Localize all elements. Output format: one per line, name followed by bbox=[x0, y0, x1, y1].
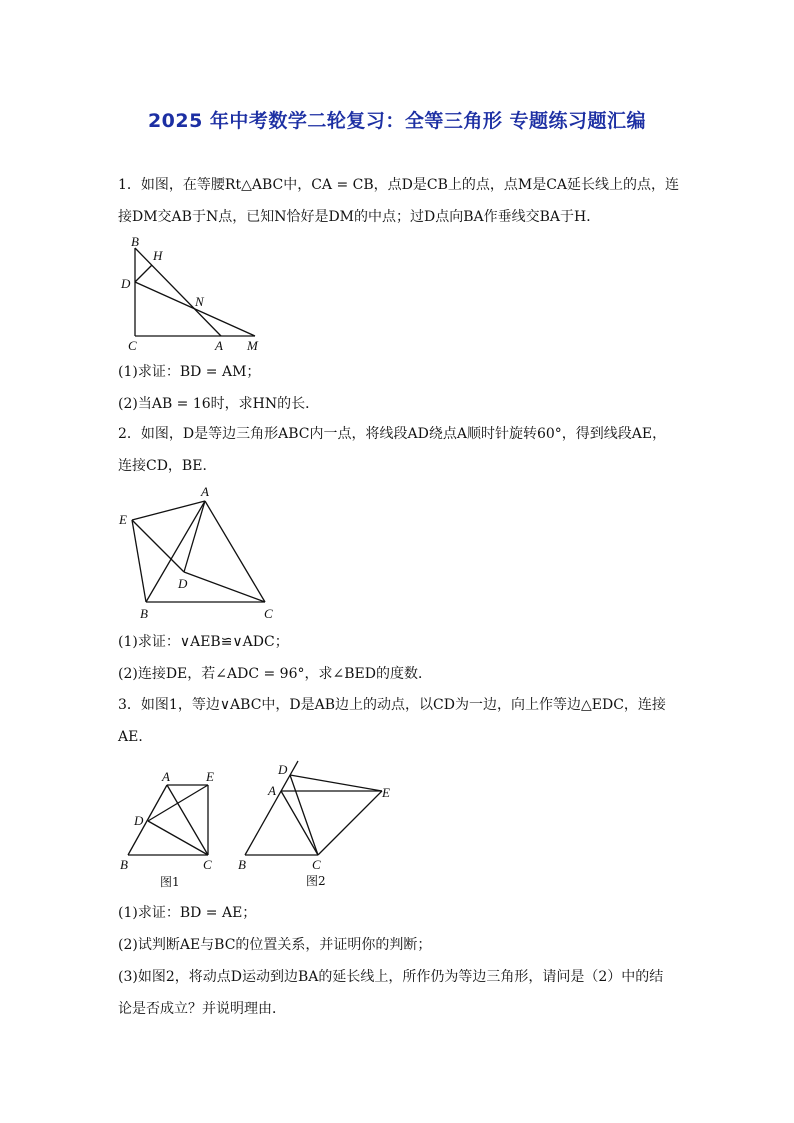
figure-1-caption: 图1 bbox=[160, 875, 180, 889]
problem-3-stem-line-1: 3．如图1，等边∨ABC中，D是AB边上的动点，以CD为一边，向上作等边△EDC，连接 bbox=[118, 697, 666, 713]
problem-3-part-2: (2)试判断AE与BC的位置关系，并证明你的判断； bbox=[118, 937, 432, 953]
label-D: D bbox=[178, 576, 188, 591]
segment-AC bbox=[205, 501, 265, 602]
label-D: D bbox=[278, 762, 288, 777]
label-H: H bbox=[153, 248, 163, 263]
segment-AD bbox=[184, 501, 205, 572]
problem-3-part-3-line-2: 论是否成立？并说明理由． bbox=[118, 1001, 286, 1017]
problem-2-part-2: (2)连接DE，若∠ADC = 96°，求∠BED的度数． bbox=[118, 666, 432, 682]
problem-2-stem-line-2: 连接CD，BE． bbox=[118, 458, 217, 474]
label-B: B bbox=[131, 234, 139, 249]
label-E: E bbox=[119, 512, 127, 527]
problem-1-part-1: (1)求证：BD = AM； bbox=[118, 364, 261, 380]
segment-DC bbox=[184, 572, 265, 602]
label-E: E bbox=[382, 785, 390, 800]
segment-DE bbox=[290, 775, 382, 791]
problem-2-figure bbox=[112, 480, 287, 625]
label-B: B bbox=[120, 857, 128, 872]
label-D: D bbox=[134, 813, 144, 828]
segment-DM bbox=[135, 282, 255, 336]
problem-3-part-1: (1)求证：BD = AE； bbox=[118, 905, 257, 921]
problem-1-stem-line-2: 接DM交AB于N点，已知N恰好是DM的中点；过D点向BA作垂线交BA于H． bbox=[118, 209, 601, 225]
segment-AE bbox=[132, 501, 205, 520]
label-B: B bbox=[140, 606, 148, 621]
problem-3-stem-line-2: AE． bbox=[118, 729, 153, 745]
label-A: A bbox=[201, 484, 209, 499]
label-C: C bbox=[264, 606, 273, 621]
label-E: E bbox=[206, 769, 214, 784]
label-A: A bbox=[162, 769, 170, 784]
label-C: C bbox=[128, 338, 137, 353]
figure-2-caption: 图2 bbox=[306, 874, 326, 888]
problem-1-stem-line-1: 1．如图，在等腰Rt△ABC中，CA = CB，点D是CB上的点，点M是CA延长线上的点，连 bbox=[118, 177, 680, 193]
label-C: C bbox=[312, 857, 321, 872]
label-A: A bbox=[268, 783, 276, 798]
problem-1-part-2: (2)当AB = 16时，求HN的长． bbox=[118, 396, 320, 412]
label-A: A bbox=[215, 338, 223, 353]
segment-DH bbox=[135, 265, 152, 282]
segment-AC bbox=[167, 785, 208, 855]
segment-EC bbox=[318, 791, 382, 855]
problem-2-stem-line-1: 2．如图，D是等边三角形ABC内一点，将线段AD绕点A顺时针旋转60°，得到线段AE， bbox=[118, 426, 667, 442]
problem-2-part-1: (1)求证：∨AEB≌∨ADC； bbox=[118, 634, 289, 650]
problem-1-figure bbox=[115, 232, 275, 356]
label-M: M bbox=[247, 338, 258, 353]
label-N: N bbox=[195, 294, 204, 309]
label-D: D bbox=[121, 276, 131, 291]
segment-BA bbox=[135, 248, 221, 336]
problem-3-part-3-line-1: (3)如图2，将动点D运动到边BA的延长线上，所作仍为等边三角形，请问是（2）中的结 bbox=[118, 969, 664, 985]
problem-3-figure-2 bbox=[232, 755, 402, 893]
label-C: C bbox=[203, 857, 212, 872]
segment-DC bbox=[148, 821, 208, 855]
document-title: 2025 年中考数学二轮复习：全等三角形 专题练习题汇编 bbox=[147, 110, 647, 132]
label-B: B bbox=[238, 857, 246, 872]
problem-3-figure-1 bbox=[112, 762, 232, 892]
segment-AB bbox=[146, 501, 205, 602]
